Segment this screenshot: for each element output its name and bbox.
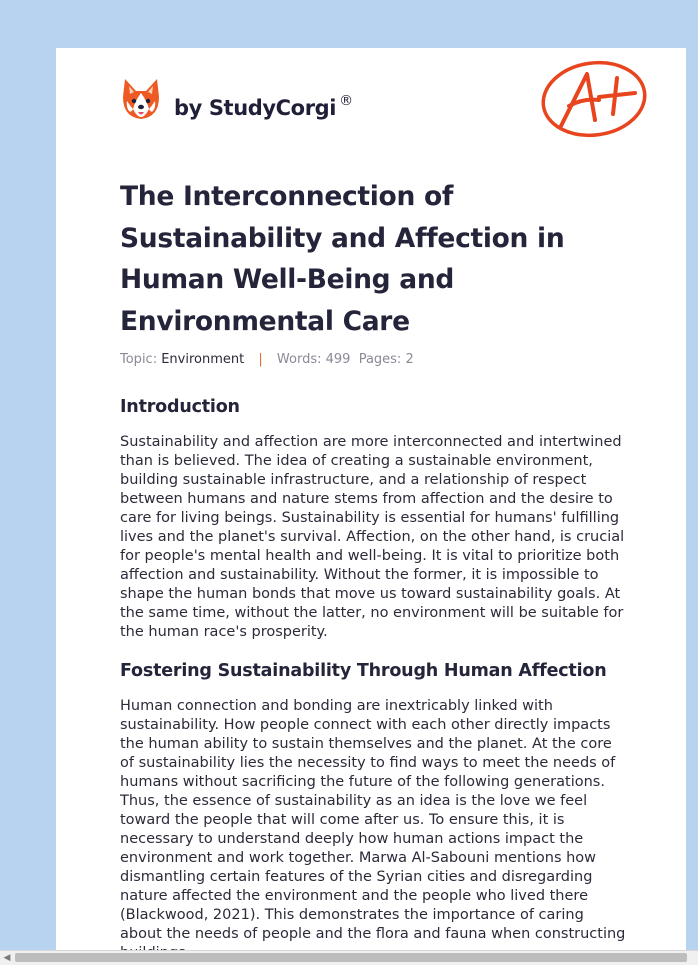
- studycorgi-logo[interactable]: [121, 76, 353, 122]
- section-heading: Fostering Sustainability Through Human Affection: [120, 661, 607, 681]
- brand-name: [174, 93, 353, 120]
- page-title: The Interconnection of Sustainability and Affection in Human Well-Being and Environmental Care: [120, 181, 565, 338]
- topic-label: Topic:: [120, 352, 158, 367]
- a-plus-grade-icon: [539, 58, 649, 140]
- section-heading: Introduction: [120, 397, 240, 417]
- registered-mark: ®: [339, 92, 353, 109]
- scroll-left-icon[interactable]: ◀: [3, 953, 11, 963]
- topic-link[interactable]: Environment: [161, 352, 245, 367]
- scrollbar-thumb[interactable]: [15, 953, 687, 962]
- brand-text: by StudyCorgi: [174, 95, 337, 120]
- word-count: Words: 499: [276, 352, 351, 367]
- page-count: Pages: 2: [358, 352, 414, 367]
- corgi-logo-icon: [121, 77, 161, 121]
- document-page: [56, 48, 686, 950]
- section-paragraph: Human connection and bonding are inextricably linked with sustainability. How people connect with each other directly impacts the human ability to sustain themselves and the planet. At the core of sustainability lies the necessity to find ways to meet the needs of humans without sacrificing the future of the following generations. Thus, the essence of sustainability as an idea is the love we feel toward the people that will come after us. To ensure this, it is necessary to understand deeply how human actions impact the environment and work together. Marwa Al-Sabouni mentions how dismantling certain features of the Syrian cities and disregarding nature affected the environment and the people who lived there (Blackwood, 2021). This demonstrates the importance of caring about the needs of people and the flora and fauna when constructing: [120, 698, 626, 942]
- document-meta: [120, 352, 414, 367]
- meta-separator: |: [258, 352, 263, 367]
- section-paragraph: Sustainability and affection are more interconnected and intertwined than is believed. The idea of creating a sustainable environment, building sustainable infrastructure, and a relationship of respect between humans and nature stems from affection and the desire to care for living beings. Sustainability is essential for humans' fulfilling lives and the planet's survival. Affection, on the other hand, is crucial for people's mental health and well-being. It is vital to prioritize both affection and sustainability. Without the former, it is impossible to shape the human bonds that move us toward sustainability goals. At the same time, without the latter, no environment will be suitable for the human race's prosperity.: [120, 434, 625, 640]
- horizontal-scrollbar[interactable]: [0, 950, 698, 965]
